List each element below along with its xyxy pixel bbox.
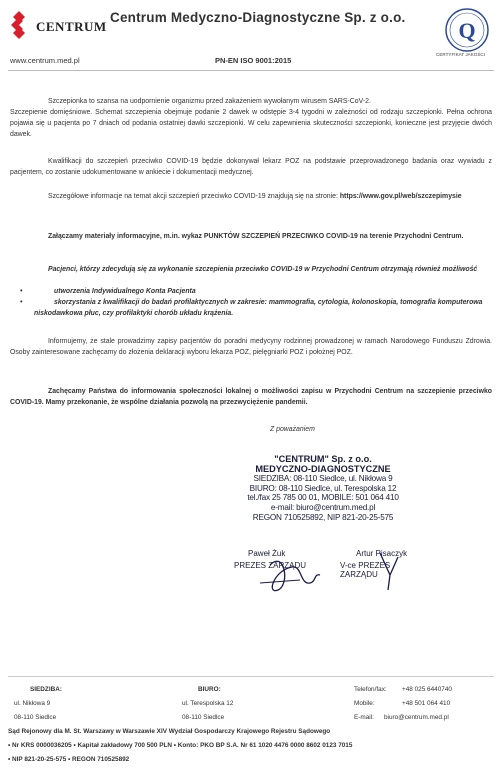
list-item-text: skorzystania z kwalifikacji do badań profilaktycznych w zakresie: mammografia, cytologia, kolonoskopia, tomografia komputerowa niskodawkowa płuc, czy profilaktyki chorób układu krążenia. — [34, 299, 483, 317]
paragraph-patients — [10, 264, 492, 275]
gov-link[interactable]: https://www.gov.pl/web/szczepimysie — [339, 193, 462, 200]
stamp-line: e-mail: biuro@centrum.med.pl — [270, 502, 376, 512]
stamp-line: "CENTRUM" Sp. z o.o. — [274, 454, 372, 464]
paragraph-line: Szczepienie domięśniowe. Schemat szczepienia obejmuje podanie 2 dawek w odstępie 3-4 tygodni w zależności od rodzaju szczepionki. Pełna ochrona pojawia się u pacjenta po 7 dniach od podania ostatniej dawki szczepionki. W celu zapewnienia skuteczności szczepionki, konieczne jest przyjęcie dwóch dawek. — [10, 109, 492, 138]
paragraph-text: Szczegółowe informacje na temat akcji szczepień przeciwko COVID-19 znajdują się na stronie: — [48, 193, 338, 200]
footer-krs: • Nr KRS 0000036205 • Kapitał zakładowy 700 500 PLN • Konto: PKO BP S.A. Nr 61 1020 4476 0000 8602 0123 7015 — [8, 742, 353, 749]
stamp-line: MEDYCZNO-DIAGNOSTYCZNE — [255, 463, 391, 474]
signatory-name: Artur Pisaczyk — [356, 549, 408, 558]
paragraph-attachments — [10, 231, 492, 242]
footer-mobile-label: Mobile: — [354, 700, 375, 707]
header-divider — [8, 70, 494, 71]
paragraph-text: Załączamy materiały informacyjne, m.in. wykaz PUNKTÓW SZCZEPIEŃ PRZECIWKO COVID-19 na terenie Przychodni Centrum. — [48, 233, 464, 240]
footer-biuro-label: BIURO: — [198, 686, 221, 693]
stamp-line: BIURO: 08-110 Siedlce, ul. Terespolska 12 — [249, 483, 397, 493]
signatory-role: PREZES ZARZĄDU — [234, 561, 307, 570]
bullet-icon: • — [20, 299, 23, 306]
paragraph-info-link — [10, 191, 492, 202]
stamp-line: SIEDZIBA: 08-110 Siedlce, ul. Nikłowa 9 — [253, 474, 393, 484]
list-item-text: utworzenia Indywidualnego Konta Pacjenta — [54, 288, 196, 295]
footer-siedziba-label: SIEDZIBA: — [30, 686, 62, 693]
svg-text:Q: Q — [458, 18, 476, 43]
list-item — [16, 297, 492, 319]
handwritten-signature — [230, 545, 430, 605]
benefits-list — [16, 286, 492, 319]
paragraph-encouragement — [10, 386, 492, 408]
paragraph-text: Informujemy, że stale prowadzimy zapisy pacjentów do poradni medycyny rodzinnej prowadzonej w ramach Narodowego Funduszu Zdrowia. Osoby zainteresowane zachęcamy do złożenia deklaracji wyboru lekarza POZ, pielęgniarki POZ i położnej POZ. — [10, 338, 492, 356]
closing-regards: Z poważaniem — [270, 426, 315, 433]
footer-siedziba-street: ul. Nikłowa 9 — [14, 700, 51, 707]
website-link[interactable]: www.centrum.med.pl — [10, 56, 80, 65]
paragraph-text: Zachęcamy Państwa do informowania społeczności lokalnej o możliwości zapisu w Przychodni Centrum na szczepienie przeciwko COVID-19. Mamy przekonanie, że wspólne działania pozwolą na przezwyciężenie pandemii. — [10, 388, 492, 406]
company-stamp — [238, 455, 408, 522]
company-logo — [6, 6, 107, 44]
quality-seal-icon — [440, 6, 494, 54]
footer-mobile-value: +48 501 064 410 — [402, 700, 451, 707]
footer-telfax-label: Telefon/fax: — [354, 686, 387, 693]
signatory-role: V-ce PREZES ZARZĄDU — [340, 561, 391, 579]
company-name: Centrum Medyczno-Diagnostyczne Sp. z o.o. — [110, 10, 406, 25]
paragraph-qualification — [10, 156, 492, 178]
bullet-icon: • — [20, 288, 23, 295]
paragraph-vaccine-intro — [10, 96, 492, 140]
footer-biuro-city: 08-110 Siedlce — [182, 714, 225, 721]
stamp-line: tel./fax 25 785 00 01, MOBILE: 501 064 410 — [247, 493, 399, 503]
paragraph-text: Kwalifikacji do szczepień przeciwko COVID-19 będzie dokonywał lekarz POZ na podstawie przeprowadzonego badania oraz wywiadu z pacjentem, co zostanie udokumentowane w ankiecie i dokumentacji medycznej. — [10, 158, 492, 176]
logo-text: CENTRUM — [36, 19, 107, 34]
footer-email-value[interactable]: biuro@centrum.med.pl — [384, 714, 449, 721]
paragraph-text: Pacjenci, którzy zdecydują się za wykonanie szczepienia przeciwko COVID-19 w Przychodni Centrum otrzymają również możliwość — [48, 266, 478, 273]
signatory-name: Paweł Żuk — [248, 549, 286, 558]
list-item — [16, 286, 492, 297]
cert-caption: CERTYFIKAT JAKOŚCI — [436, 52, 486, 57]
paragraph-registration — [10, 336, 492, 358]
footer-siedziba-city: 08-110 Siedlce — [14, 714, 57, 721]
footer-court: Sąd Rejonowy dla M. St. Warszawy w Warszawie XIV Wydział Gospodarczy Krajowego Rejestru Sądowego — [8, 728, 331, 735]
footer-biuro-street: ul. Terespolska 12 — [182, 700, 234, 707]
stamp-line: REGON 710525892, NIP 821-20-25-575 — [252, 512, 394, 522]
iso-standard: PN-EN ISO 9001:2015 — [215, 56, 292, 65]
footer-nip: • NIP 821-20-25-575 • REGON 710525892 — [8, 756, 130, 763]
footer-email-label: E-mail: — [354, 714, 374, 721]
paragraph-line: Szczepionka to szansa na uodpornienie organizmu przed zakażeniem wywołanym wirusem SARS-CoV-2. — [48, 98, 371, 105]
footer-telfax-value: +48 025 6440740 — [402, 686, 452, 693]
footer-divider — [8, 676, 494, 677]
